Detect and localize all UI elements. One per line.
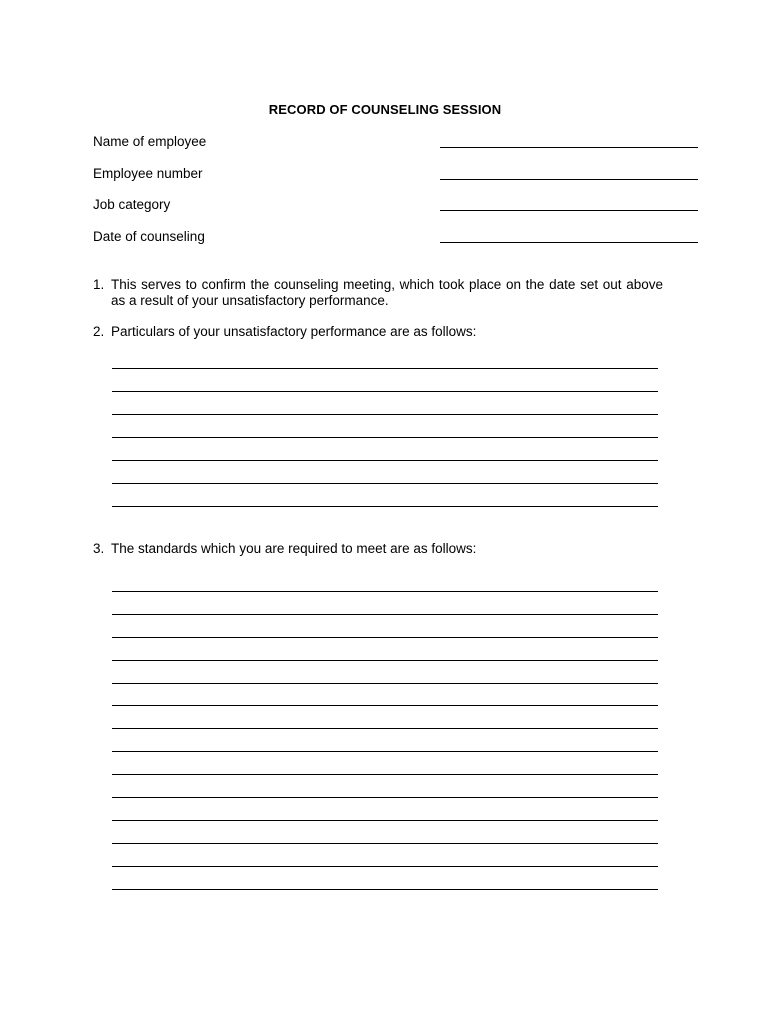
item-1 [93,277,663,309]
item-2 [93,324,663,340]
employee-number-input-line[interactable] [440,179,698,180]
item-number: 3. [93,541,105,556]
field-label: Date of counseling [93,229,205,244]
answer-line[interactable] [112,614,658,615]
answer-line[interactable] [112,637,658,638]
answer-line[interactable] [112,797,658,798]
answer-line[interactable] [112,660,658,661]
field-employee-number [93,166,699,186]
answer-line[interactable] [112,391,658,392]
answer-line[interactable] [112,820,658,821]
answer-line[interactable] [112,683,658,684]
field-employee-name [93,134,699,154]
counseling-date-input-line[interactable] [440,242,698,243]
answer-line[interactable] [112,414,658,415]
job-category-input-line[interactable] [440,210,698,211]
field-job-category [93,197,699,217]
item-3 [93,541,663,557]
field-counseling-date [93,229,699,249]
field-label: Name of employee [93,134,207,149]
answer-line[interactable] [112,889,658,890]
standards-answer-lines [112,591,658,911]
item-number: 1. [93,277,105,292]
answer-line[interactable] [112,591,658,592]
item-text: The standards which you are required to meet are as follows: [111,541,477,556]
answer-line[interactable] [112,506,658,507]
item-text: Particulars of your unsatisfactory performance are as follows: [111,324,477,339]
answer-line[interactable] [112,705,658,706]
answer-line[interactable] [112,368,658,369]
answer-line[interactable] [112,460,658,461]
answer-line[interactable] [112,728,658,729]
field-label: Job category [93,197,171,212]
answer-line[interactable] [112,437,658,438]
item-text: This serves to confirm the counseling meeting, which took place on the date set out above as a result of your unsatisfactory performance. [111,277,663,308]
answer-line[interactable] [112,866,658,867]
item-number: 2. [93,324,105,339]
performance-answer-lines [112,368,658,529]
field-label: Employee number [93,166,203,181]
page-title: RECORD OF COUNSELING SESSION [268,102,502,117]
employee-name-input-line[interactable] [440,147,698,148]
answer-line[interactable] [112,483,658,484]
answer-line[interactable] [112,774,658,775]
answer-line[interactable] [112,843,658,844]
answer-line[interactable] [112,751,658,752]
